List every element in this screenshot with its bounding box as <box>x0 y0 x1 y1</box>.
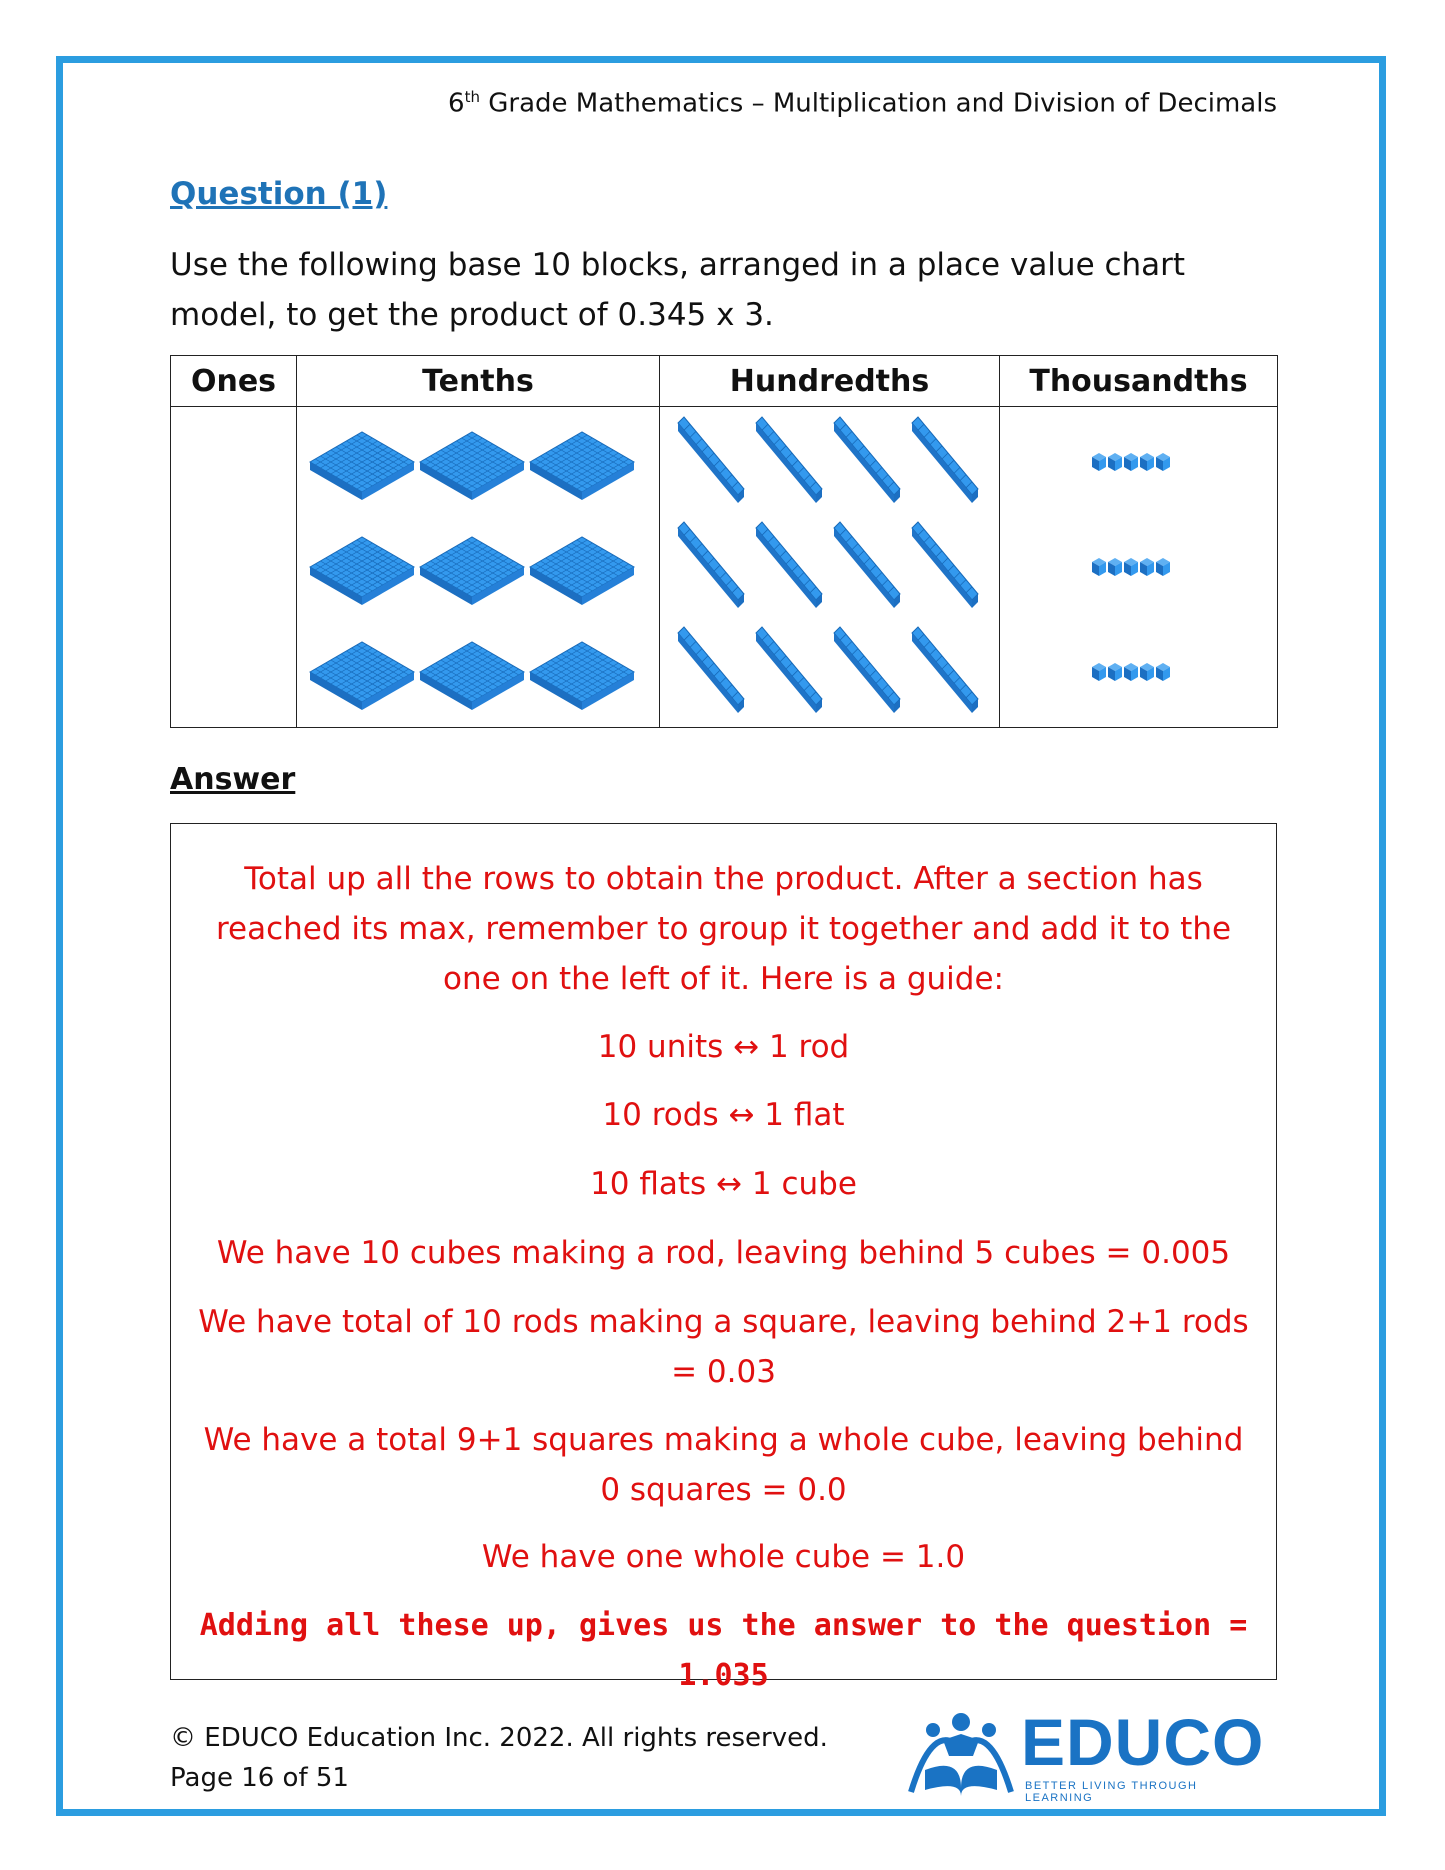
unit-cube <box>1124 558 1138 576</box>
question-text: Use the following base 10 blocks, arranged in a place value chart model, to get the product of 0.345 x 3. <box>170 247 1186 333</box>
rod-block <box>756 417 822 503</box>
chart-header-row <box>171 356 1278 407</box>
thousandths-cell <box>1000 407 1278 728</box>
answer-title: Answer <box>170 762 296 797</box>
place-value-chart <box>170 355 1278 728</box>
unit-cube <box>1108 453 1122 471</box>
unit-cube <box>1156 558 1170 576</box>
rod-block <box>912 417 978 503</box>
flats-group <box>297 407 660 727</box>
flat-block <box>420 537 524 605</box>
flat-block <box>530 642 634 710</box>
rod-block <box>756 627 822 713</box>
logo-text: EDUCO <box>1021 1705 1265 1779</box>
flat-block <box>310 642 414 710</box>
final-answer: Adding all these up, gives us the answer to the question = 1.035 <box>199 1608 1248 1693</box>
answer-intro: Total up all the rows to obtain the product. After a section has reached its max, remember to group it together and add it to the one on the left of it. Here is a guide: <box>215 861 1232 997</box>
flat-block <box>420 642 524 710</box>
guide-units: 10 units ↔ 1 rod <box>597 1029 850 1065</box>
unit-cube <box>1108 558 1122 576</box>
step-rods: We have total of 10 rods making a square, leaving behind 2+1 rods = 0.03 <box>198 1304 1249 1390</box>
unit-cube <box>1092 453 1106 471</box>
unit-cube <box>1124 453 1138 471</box>
flat-block <box>310 432 414 500</box>
unit-cube <box>1140 663 1154 681</box>
rods-group <box>660 407 1000 727</box>
rod-block <box>834 522 900 608</box>
unit-cube <box>1140 453 1154 471</box>
guide-flats: 10 flats ↔ 1 cube <box>590 1166 857 1202</box>
unit-cube <box>1092 663 1106 681</box>
column-header-ones: Ones <box>171 356 297 407</box>
tenths-cell <box>297 407 660 728</box>
column-header-tenths: Tenths <box>297 356 660 407</box>
step-whole: We have one whole cube = 1.0 <box>481 1539 966 1575</box>
column-header-hundredths: Hundredths <box>660 356 1000 407</box>
flat-block <box>530 537 634 605</box>
page-header: 6th Grade Mathematics – Multiplication and Division of Decimals <box>448 88 1277 119</box>
question-title: Question (1) <box>170 176 388 212</box>
page-number: Page 16 of 51 <box>170 1763 349 1793</box>
guide-rods: 10 rods ↔ 1 flat <box>602 1097 845 1133</box>
copyright: © EDUCO Education Inc. 2022. All rights reserved. <box>170 1723 828 1753</box>
step-squares: We have a total 9+1 squares making a whole cube, leaving behind 0 squares = 0.0 <box>203 1422 1244 1508</box>
logo-mark-icon <box>903 1700 1021 1800</box>
units-group <box>1000 407 1278 727</box>
rod-block <box>678 522 744 608</box>
footer <box>170 1718 828 1798</box>
unit-cube <box>1156 453 1170 471</box>
rod-block <box>912 522 978 608</box>
flat-block <box>530 432 634 500</box>
rod-block <box>912 627 978 713</box>
step-cubes: We have 10 cubes making a rod, leaving behind 5 cubes = 0.005 <box>216 1235 1231 1271</box>
answer-box <box>170 823 1277 1693</box>
flat-block <box>420 432 524 500</box>
unit-cube <box>1140 558 1154 576</box>
flat-block <box>310 537 414 605</box>
unit-cube <box>1108 663 1122 681</box>
column-header-thousandths: Thousandths <box>1000 356 1278 407</box>
ones-cell <box>171 407 297 728</box>
rod-block <box>678 627 744 713</box>
unit-cube <box>1092 558 1106 576</box>
chart-blocks-row <box>171 407 1278 728</box>
unit-cube <box>1124 663 1138 681</box>
rod-block <box>834 627 900 713</box>
educo-logo <box>903 1700 1265 1804</box>
logo-tagline: BETTER LIVING THROUGH LEARNING <box>1025 1780 1198 1804</box>
rod-block <box>678 417 744 503</box>
hundredths-cell <box>660 407 1000 728</box>
unit-cube <box>1156 663 1170 681</box>
rod-block <box>756 522 822 608</box>
rod-block <box>834 417 900 503</box>
